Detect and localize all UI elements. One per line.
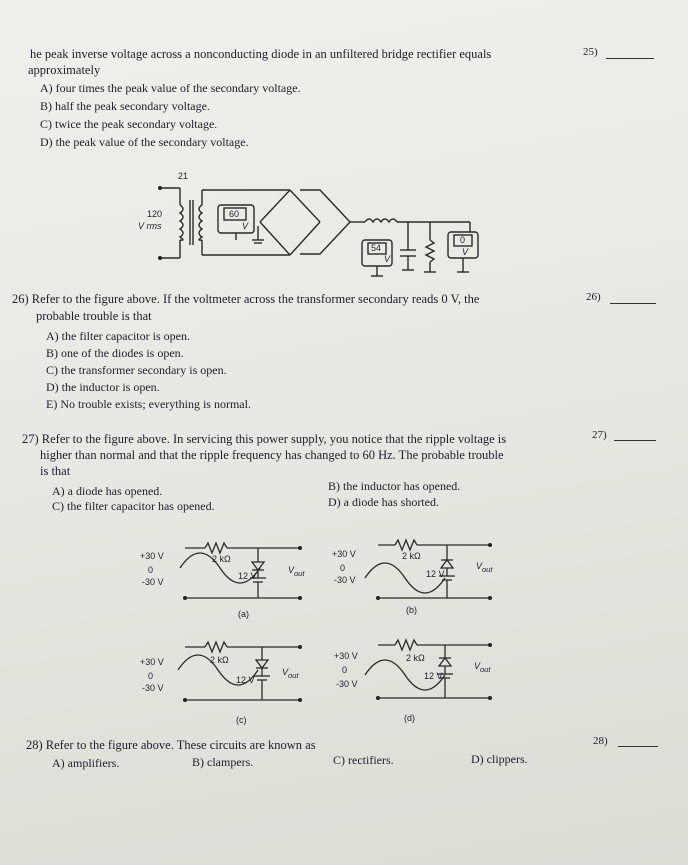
q27-option-d: D) a diode has shorted. bbox=[328, 495, 439, 509]
q28-option-a: A) amplifiers. bbox=[52, 756, 120, 770]
meter2-unit: V bbox=[384, 254, 391, 264]
circuit-a-caption: (a) bbox=[238, 609, 249, 619]
circuit-a-vneg: -30 V bbox=[142, 577, 164, 587]
q27-number: 27) bbox=[592, 429, 607, 441]
circuit-a-vout: $V_{out}$ bbox=[288, 565, 305, 578]
q26-option-d: D) the inductor is open. bbox=[46, 380, 160, 394]
circuit-a-battery: 12 V bbox=[238, 571, 257, 581]
circuit-c-vneg: -30 V bbox=[142, 683, 164, 693]
circuit-b-vpos: +30 V bbox=[332, 549, 356, 559]
q26-text-line1: 26) Refer to the figure above. If the voltmeter across the transformer secondary reads 0 V, the bbox=[12, 292, 480, 306]
q28-text: 28) Refer to the figure above. These circuits are known as bbox=[26, 738, 316, 752]
circuit-d-vout: $V_{out}$ bbox=[474, 661, 491, 674]
figure1-label-21: 21 bbox=[178, 171, 189, 181]
q28-option-d: D) clippers. bbox=[471, 752, 528, 766]
q28-option-b: B) clampers. bbox=[192, 755, 254, 769]
q25-number: 25) bbox=[583, 46, 598, 58]
circuit-b-vout: $V_{out}$ bbox=[476, 561, 493, 574]
q26-option-c: C) the transformer secondary is open. bbox=[46, 363, 227, 377]
q27-option-a: A) a diode has opened. bbox=[52, 484, 163, 498]
circuit-c-resistor: 2 kΩ bbox=[210, 655, 229, 665]
circuit-b-resistor: 2 kΩ bbox=[402, 551, 421, 561]
meter3-reading: 0 bbox=[460, 235, 466, 245]
source-unit: V rms bbox=[138, 221, 162, 231]
q25-option-d: D) the peak value of the secondary voltage. bbox=[40, 135, 249, 149]
circuit-d-battery: 12 V bbox=[424, 671, 443, 681]
circuit-b-vzero: 0 bbox=[340, 563, 346, 573]
meter1-reading: 60 bbox=[229, 209, 240, 219]
circuit-a-vpos: +30 V bbox=[140, 551, 164, 561]
q27-text-line3: is that bbox=[40, 464, 71, 478]
q28-number: 28) bbox=[593, 735, 608, 747]
q27-option-b: B) the inductor has opened. bbox=[328, 479, 461, 493]
circuit-c-battery: 12 V bbox=[236, 675, 255, 685]
circuit-b-vneg: -30 V bbox=[334, 575, 356, 585]
circuit-c-caption: (c) bbox=[236, 715, 247, 725]
q25-text-line1: he peak inverse voltage across a nonconducting diode in an unfiltered bridge rectifier equals bbox=[30, 47, 492, 61]
circuit-d-caption: (d) bbox=[404, 713, 415, 723]
q26-number: 26) bbox=[586, 291, 601, 303]
q28-answer-blank[interactable] bbox=[618, 746, 658, 747]
q25-option-c: C) twice the peak secondary voltage. bbox=[40, 117, 218, 131]
q27-text-line1: 27) Refer to the figure above. In servicing this power supply, you notice that the ripple voltage is bbox=[22, 432, 507, 446]
meter1-unit: V bbox=[242, 221, 249, 231]
circuit-a-vzero: 0 bbox=[148, 565, 154, 575]
circuit-a-resistor: 2 kΩ bbox=[212, 554, 231, 564]
circuit-b-battery: 12 V bbox=[426, 569, 445, 579]
q26-option-a: A) the filter capacitor is open. bbox=[46, 329, 190, 343]
q27-option-c: C) the filter capacitor has opened. bbox=[52, 499, 215, 513]
q27-text-line2: higher than normal and that the ripple frequency has changed to 60 Hz. The probable trouble bbox=[40, 448, 504, 462]
circuit-c-vzero: 0 bbox=[148, 671, 154, 681]
circuit-c-vpos: +30 V bbox=[140, 657, 164, 667]
circuit-d-vpos: +30 V bbox=[334, 651, 358, 661]
meter3-unit: V bbox=[462, 247, 469, 257]
q25-option-b: B) half the peak secondary voltage. bbox=[40, 99, 210, 113]
circuit-c-vout: $V_{out}$ bbox=[282, 667, 299, 680]
q28-option-c: C) rectifiers. bbox=[333, 753, 394, 767]
q26-option-e: E) No trouble exists; everything is normal. bbox=[46, 397, 251, 411]
circuit-b-caption: (b) bbox=[406, 605, 417, 615]
q25-option-a: A) four times the peak value of the secondary voltage. bbox=[40, 81, 301, 95]
q26-text-line2: probable trouble is that bbox=[36, 309, 152, 323]
circuit-d-vzero: 0 bbox=[342, 665, 348, 675]
source-value: 120 bbox=[147, 209, 163, 219]
circuit-d-vneg: -30 V bbox=[336, 679, 358, 689]
q26-option-b: B) one of the diodes is open. bbox=[46, 346, 184, 360]
q25-text-line2: approximately bbox=[28, 63, 101, 77]
meter2-reading: 54 bbox=[371, 243, 382, 253]
circuit-d-resistor: 2 kΩ bbox=[406, 653, 425, 663]
